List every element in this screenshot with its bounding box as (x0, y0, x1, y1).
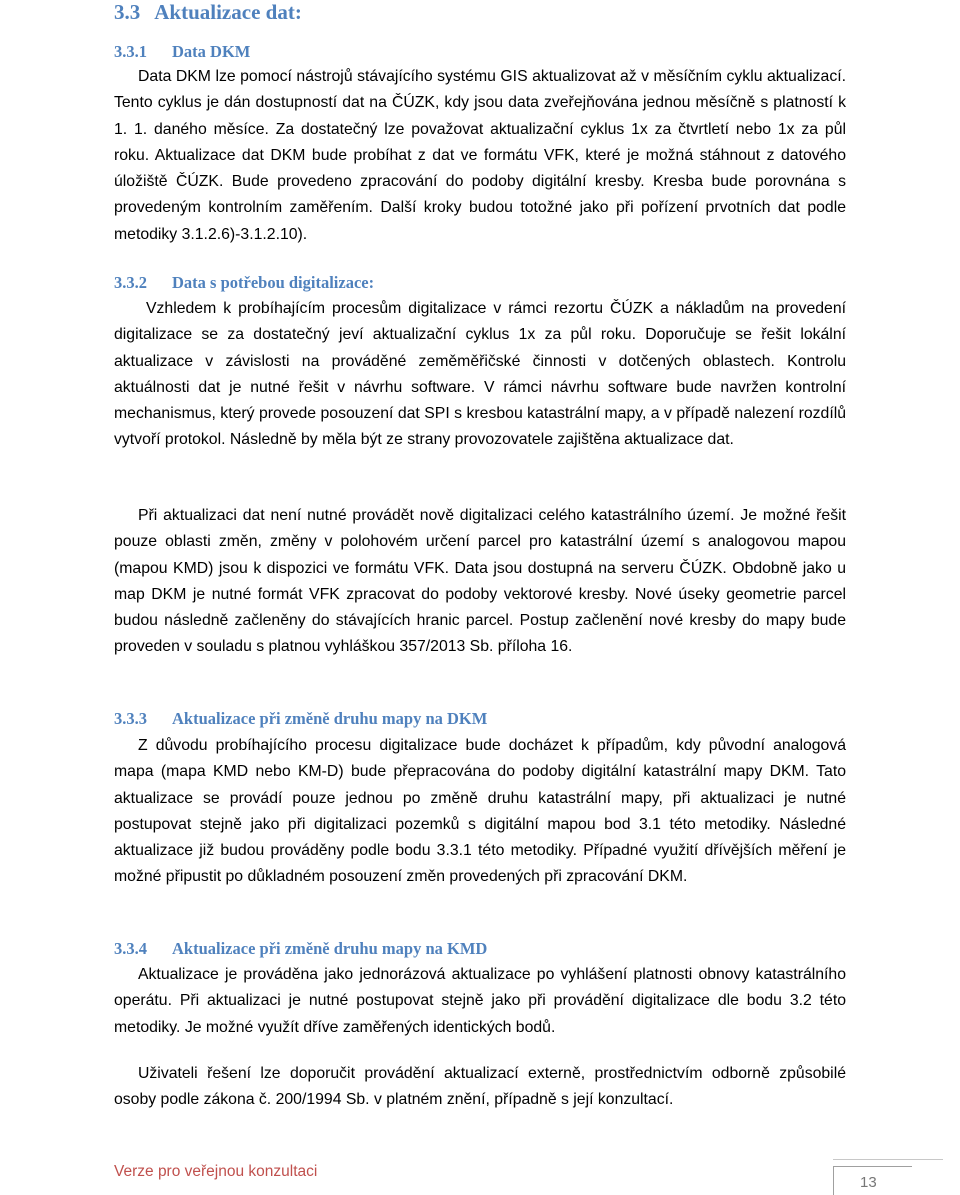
subsection-number: 3.3.4 (114, 939, 147, 958)
subsection-title: Data s potřebou digitalizace: (172, 273, 375, 292)
page-number: 13 (860, 1174, 877, 1191)
subsection-heading-3-3-1 (114, 42, 250, 62)
section-number: 3.3 (114, 0, 141, 24)
subsection-heading-3-3-2 (114, 273, 374, 293)
subsection-title: Data DKM (172, 42, 251, 61)
subsection-number: 3.3.3 (114, 709, 147, 728)
paragraph-digitalizace-1: Vzhledem k probíhajícím procesům digitalizace v rámci rezortu ČÚZK a nákladům na provedení digitalizace se za dostatečný jeví aktualizační cyklus 1x za půl roku. Doporučuje se řešit lokální aktualizace v závislosti na prováděné zeměměřičské činnosti v dotčených oblastech. Kontrolu aktuálnosti dat je nutné řešit v návrhu software. V rámci návrhu software bude navržen kontrolní mechanismus, který provede posouzení dat SPI s kresbou katastrální mapy, a v případě nalezení rozdílů vytvoří protokol. Následně by měla být ze strany provozovatele zajištěna aktualizace dat. (114, 300, 846, 449)
section-title: Aktualizace dat: (154, 0, 302, 24)
footer-version-note: Verze pro veřejnou konzultaci (114, 1163, 318, 1180)
footer-divider (833, 1159, 943, 1160)
subsection-title: Aktualizace při změně druhu mapy na DKM (172, 709, 488, 728)
subsection-number: 3.3.1 (114, 42, 147, 61)
paragraph-data-dkm: Data DKM lze pomocí nástrojů stávajícího systému GIS aktualizovat až v měsíčním cyklu aktualizací. Tento cyklus je dán dostupností dat na ČÚZK, kdy jsou data zveřejňována jednou měsíčně s platností k 1. 1. daného měsíce. Za dostatečný lze považovat aktualizační cyklus 1x za čtvrtletí nebo 1x za půl roku. Aktualizace dat DKM bude probíhat z dat ve formátu VFK, které je možná stáhnout z datového úložiště ČÚZK. Bude provedeno zpracování do podoby digitální kresby. Kresba bude porovnána s provedeným kontrolním zaměřením. Další kroky budou totožné jako při pořízení prvotních dat podle metodiky 3.1.2.6)-3.1.2.10). (114, 68, 846, 243)
paragraph-digitalizace-2: Při aktualizaci dat není nutné provádět nově digitalizaci celého katastrálního území. Je možné řešit pouze oblasti změn, změny v polohovém určení parcel pro katastrální území s analogovou mapou (mapou KMD) jsou k dispozici ve formátu VFK. Data jsou dostupná na serveru ČÚZK. Obdobně jako u map DKM je nutné formát VFK zpracovat do podoby vektorové kresby. Nové úseky geometrie parcel budou následně začleněny do stávajících hranic parcel. Postup začlenění nové kresby do mapy bude proveden v souladu s platnou vyhláškou 357/2013 Sb. příloha 16. (114, 507, 846, 656)
paragraph-zmena-kmd-1: Aktualizace je prováděna jako jednorázová aktualizace po vyhlášení platnosti obnovy katastrálního operátu. Při aktualizaci je nutné postupovat stejně jako při provádění digitalizace dle bodu 3.2 této metodiky. Je možné využít dříve zaměřených identických bodů. (114, 966, 846, 1036)
paragraph-zmena-dkm: Z důvodu probíhajícího procesu digitalizace bude docházet k případům, kdy původní analogová mapa (mapa KMD nebo KM-D) bude přepracována do podoby digitální katastrální mapy DKM. Tato aktualizace se provádí pouze jednou po změně druhu katastrální mapy, při aktualizaci je nutné postupovat stejně jako při digitalizaci pozemků s digitální mapou bod 3.1 této metodiky. Následné aktualizace již budou prováděny podle bodu 3.3.1 této metodiky. Případné využití dřívějších měření je možné připustit po důkladném posouzení změn provedených při zpracování DKM. (114, 737, 846, 886)
subsection-title: Aktualizace při změně druhu mapy na KMD (172, 939, 488, 958)
subsection-heading-3-3-4 (114, 939, 487, 959)
subsection-number: 3.3.2 (114, 273, 147, 292)
section-heading (114, 0, 302, 25)
paragraph-zmena-kmd-2: Uživateli řešení lze doporučit provádění aktualizací externě, prostřednictvím odborně způsobilé osoby podle zákona č. 200/1994 Sb. v platném znění, případně s její konzultací. (114, 1065, 846, 1109)
subsection-heading-3-3-3 (114, 709, 487, 729)
